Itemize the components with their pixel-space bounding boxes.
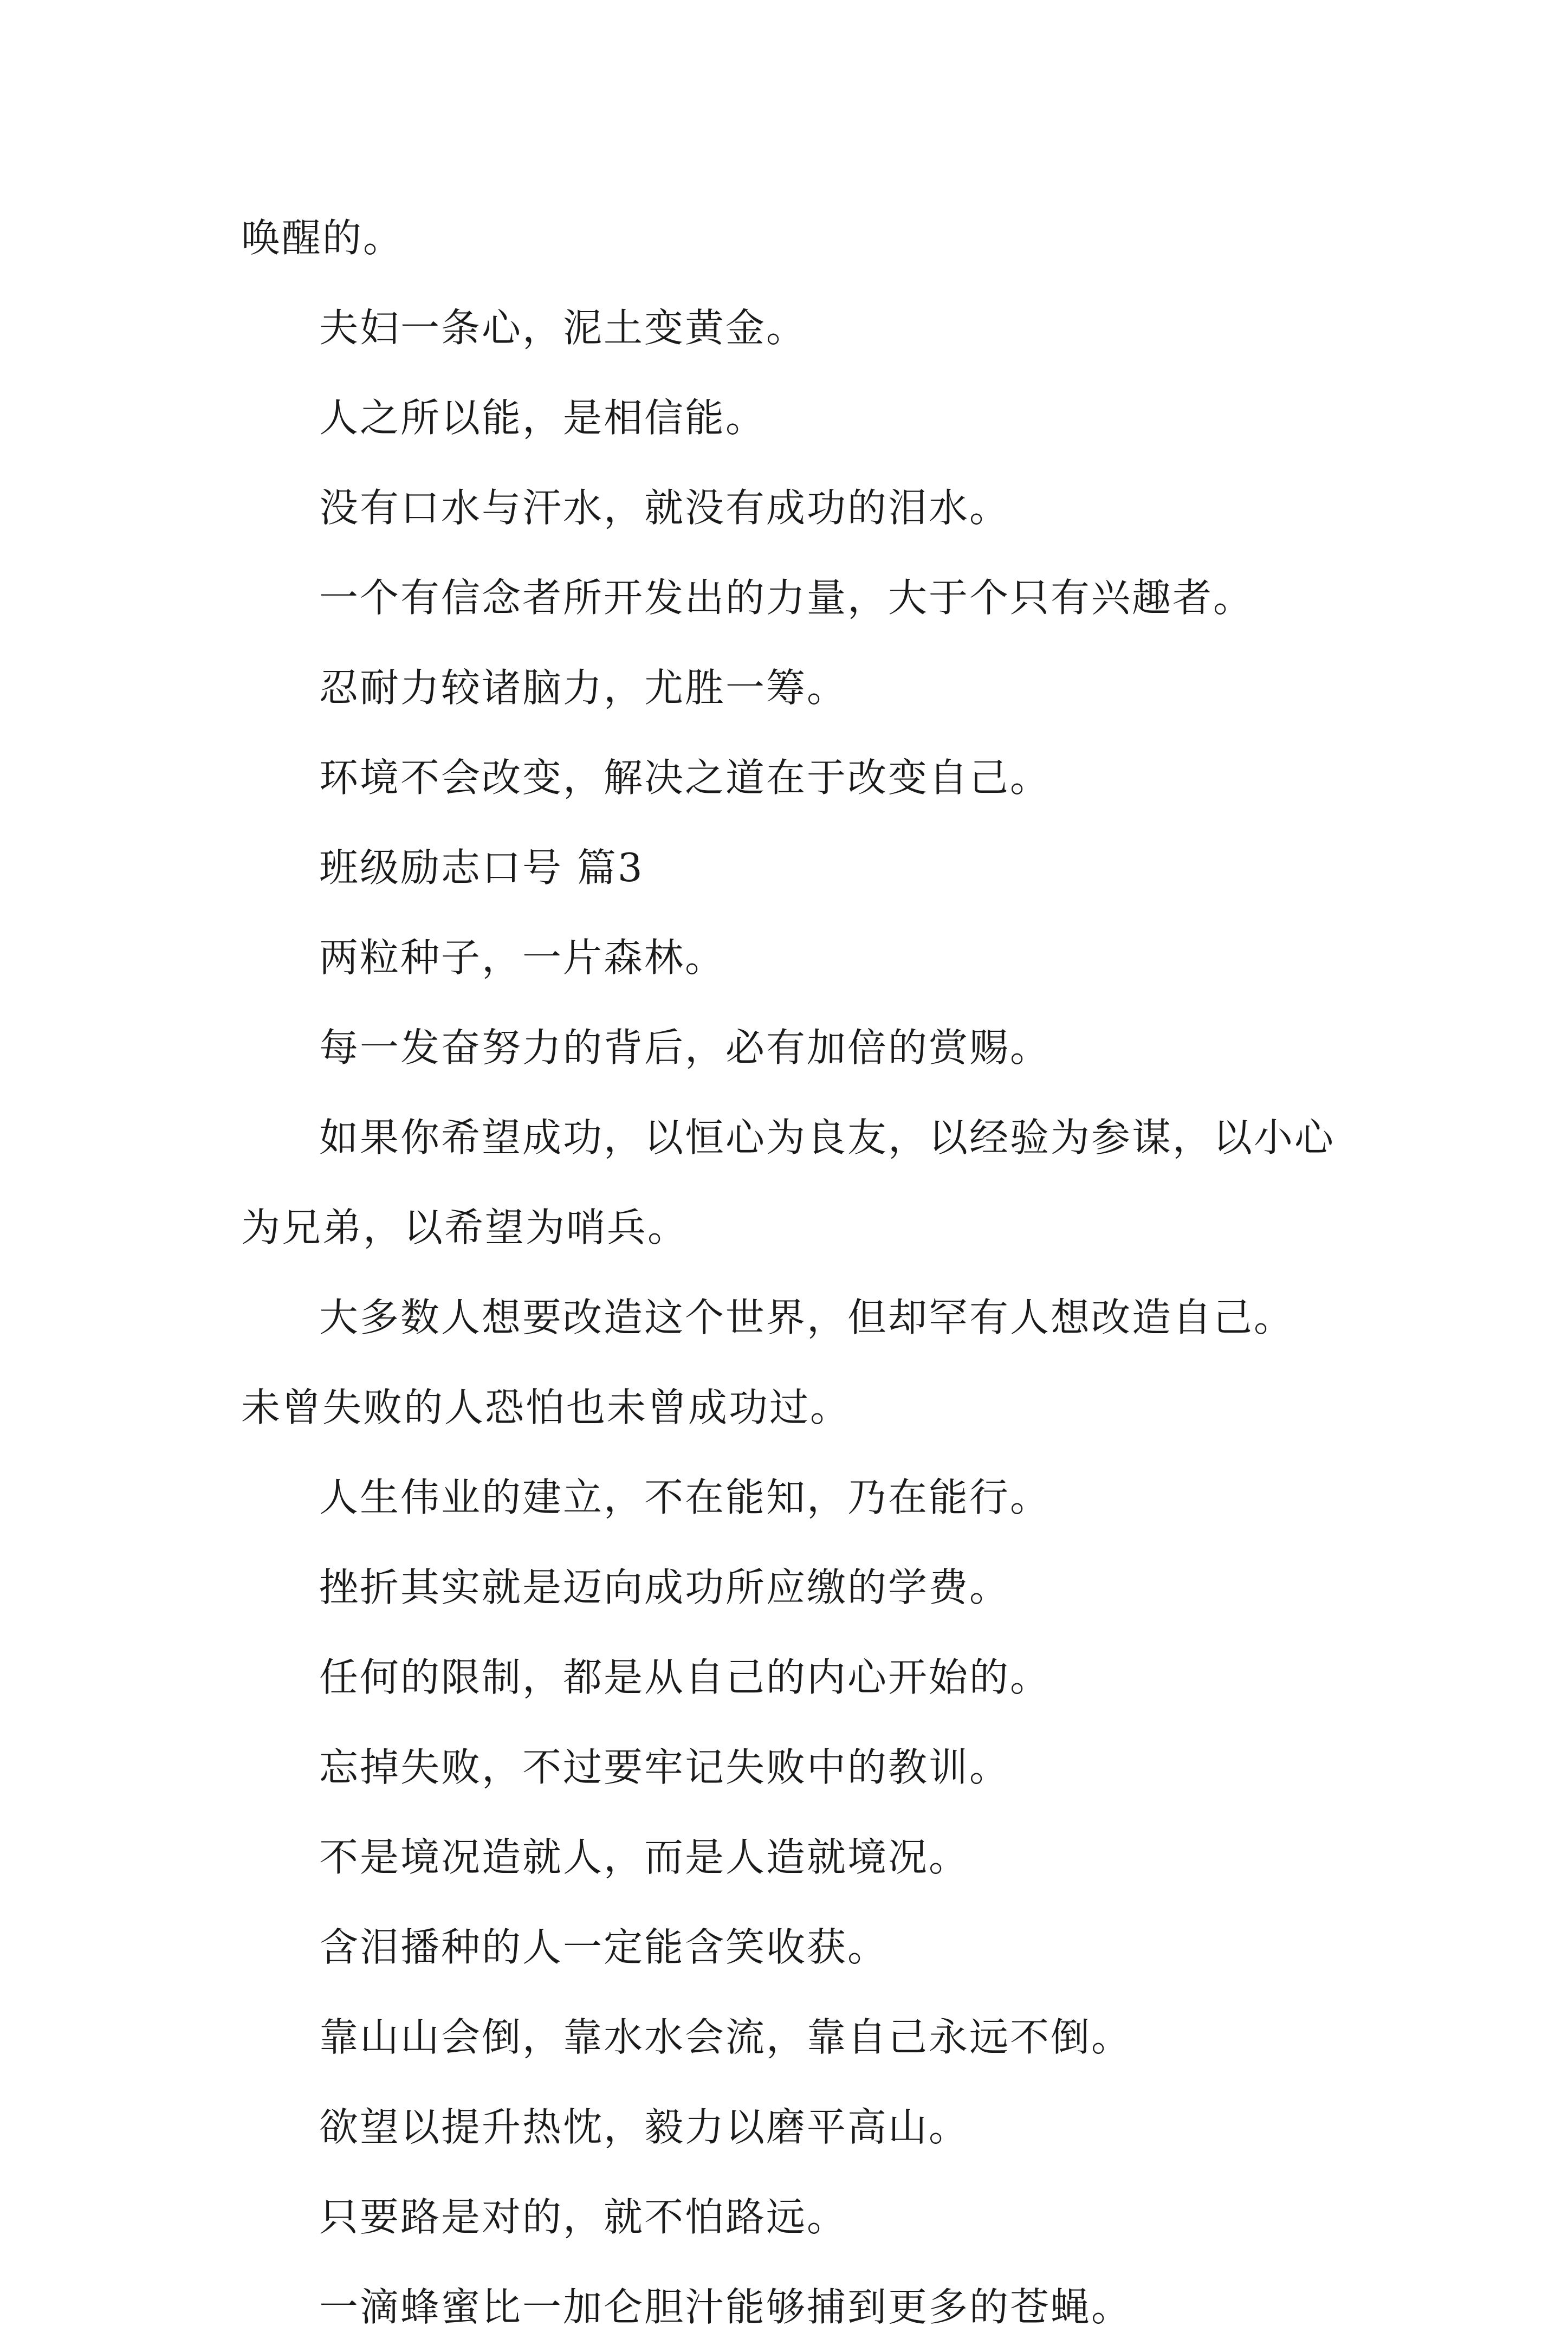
paragraph-11: 如果你希望成功，以恒心为良友，以经验为参谋，以小心为兄弟，以希望为哨兵。 [241, 1115, 1336, 1250]
paragraph-10: 每一发奋努力的背后，必有加倍的赏赐。 [319, 1025, 1051, 1070]
paragraph-1: 唤醒的。 [241, 215, 404, 261]
paragraph-6: 忍耐力较诸脑力，尤胜一筹。 [319, 665, 848, 710]
paragraph-14: 人生伟业的建立，不在能知，乃在能行。 [319, 1475, 1051, 1520]
paragraph-18: 不是境况造就人，而是人造就境况。 [319, 1834, 970, 1880]
document-body [241, 193, 1368, 2352]
paragraph-12: 大多数人想要改造这个世界，但却罕有人想改造自己。 [319, 1295, 1295, 1340]
paragraph-13: 未曾失败的人恐怕也未曾成功过。 [241, 1385, 851, 1430]
paragraph-20: 靠山山会倒，靠水水会流，靠自己永远不倒。 [319, 2014, 1132, 2060]
paragraph-21: 欲望以提升热忱，毅力以磨平高山。 [319, 2104, 970, 2150]
paragraph-4: 没有口水与汗水，就没有成功的泪水。 [319, 485, 1010, 531]
paragraph-7: 环境不会改变，解决之道在于改变自己。 [319, 755, 1051, 800]
paragraph-17: 忘掉失败，不过要牢记失败中的教训。 [319, 1744, 1010, 1790]
paragraph-9: 两粒种子，一片森林。 [319, 935, 726, 980]
paragraph-2: 夫妇一条心，泥土变黄金。 [319, 305, 807, 351]
paragraph-15: 挫折其实就是迈向成功所应缴的学费。 [319, 1565, 1010, 1610]
paragraph-19: 含泪播种的人一定能含笑收获。 [319, 1924, 889, 1970]
paragraph-23: 一滴蜂蜜比一加仑胆汁能够捕到更多的苍蝇。 [319, 2284, 1132, 2330]
paragraph-16: 任何的限制，都是从自己的内心开始的。 [319, 1655, 1051, 1700]
paragraph-22: 只要路是对的，就不怕路远。 [319, 2194, 848, 2240]
section-heading: 班级励志口号 篇3 [319, 845, 644, 890]
paragraph-5: 一个有信念者所开发出的力量，大于个只有兴趣者。 [319, 575, 1254, 621]
paragraph-3: 人之所以能，是相信能。 [319, 395, 767, 441]
